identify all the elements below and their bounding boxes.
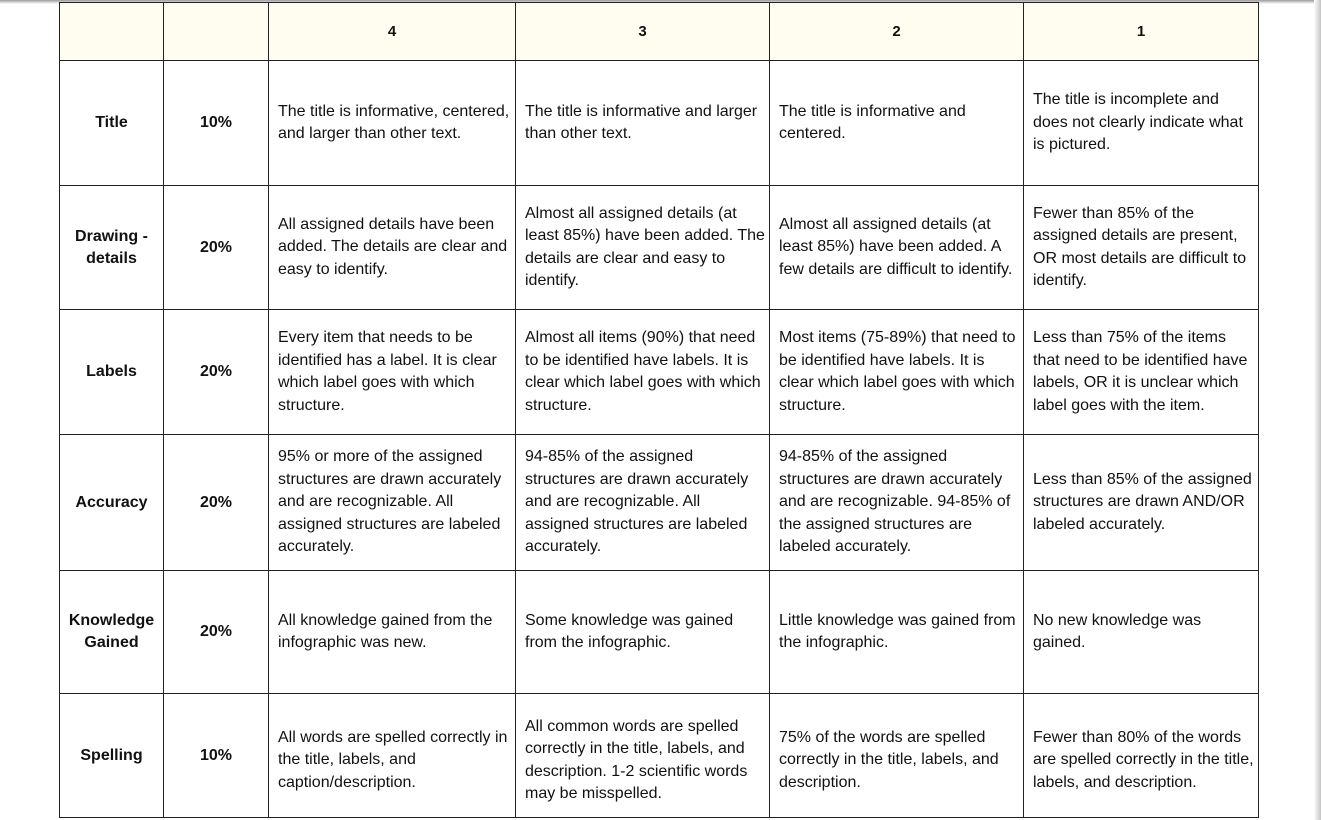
criterion-label: Spelling — [60, 694, 164, 818]
header-level-1: 1 — [1024, 3, 1259, 61]
descriptor-level-1: Fewer than 80% of the words are spelled correctly in the title, labels, and description. — [1024, 694, 1259, 818]
descriptor-level-4: All words are spelled correctly in the title, labels, and caption/description. — [269, 694, 516, 818]
header-criterion-cell — [60, 3, 164, 61]
header-row — [60, 3, 1259, 61]
descriptor-level-4: All assigned details have been added. The details are clear and easy to identify. — [269, 186, 516, 310]
descriptor-level-2: 94-85% of the assigned structures are drawn accurately and are recognizable. 94-85% of the assigned structures are labeled accurately. — [770, 435, 1024, 571]
descriptor-level-4: The title is informative, centered, and larger than other text. — [269, 61, 516, 186]
descriptor-level-2: Little knowledge was gained from the infographic. — [770, 571, 1024, 694]
descriptor-level-1: The title is incomplete and does not clearly indicate what is pictured. — [1024, 61, 1259, 186]
rubric-table — [59, 2, 1259, 818]
descriptor-level-3: Almost all items (90%) that need to be identified have labels. It is clear which label goes with which structure. — [516, 310, 770, 435]
criterion-weight: 20% — [164, 310, 269, 435]
rubric-row-drawing-details — [60, 186, 1259, 310]
descriptor-level-4: All knowledge gained from the infographic was new. — [269, 571, 516, 694]
criterion-weight: 10% — [164, 694, 269, 818]
rubric-row-accuracy — [60, 435, 1259, 571]
descriptor-level-1: Less than 75% of the items that need to be identified have labels, OR it is unclear which label goes with the item. — [1024, 310, 1259, 435]
header-level-4: 4 — [269, 3, 516, 61]
criterion-label: Knowledge Gained — [60, 571, 164, 694]
rubric-row-knowledge-gained — [60, 571, 1259, 694]
criterion-weight: 10% — [164, 61, 269, 186]
rubric-row-title — [60, 61, 1259, 186]
descriptor-level-3: Some knowledge was gained from the infographic. — [516, 571, 770, 694]
criterion-weight: 20% — [164, 435, 269, 571]
criterion-label: Labels — [60, 310, 164, 435]
descriptor-level-3: The title is informative and larger than other text. — [516, 61, 770, 186]
descriptor-level-2: Almost all assigned details (at least 85%) have been added. A few details are difficult to identify. — [770, 186, 1024, 310]
descriptor-level-4: Every item that needs to be identified has a label. It is clear which label goes with which structure. — [269, 310, 516, 435]
descriptor-level-1: Fewer than 85% of the assigned details are present, OR most details are difficult to identify. — [1024, 186, 1259, 310]
descriptor-level-3: All common words are spelled correctly in the title, labels, and description. 1-2 scientific words may be misspelled. — [516, 694, 770, 818]
header-level-2: 2 — [770, 3, 1024, 61]
descriptor-level-3: Almost all assigned details (at least 85%) have been added. The details are clear and easy to identify. — [516, 186, 770, 310]
descriptor-level-2: Most items (75-89%) that need to be identified have labels. It is clear which label goes with which structure. — [770, 310, 1024, 435]
header-level-3: 3 — [516, 3, 770, 61]
criterion-weight: 20% — [164, 186, 269, 310]
criterion-label: Accuracy — [60, 435, 164, 571]
descriptor-level-1: No new knowledge was gained. — [1024, 571, 1259, 694]
header-weight-cell — [164, 3, 269, 61]
descriptor-level-1: Less than 85% of the assigned structures are drawn AND/OR labeled accurately. — [1024, 435, 1259, 571]
rubric-row-spelling — [60, 694, 1259, 818]
criterion-weight: 20% — [164, 571, 269, 694]
page-right-shadow — [1314, 0, 1321, 820]
descriptor-level-2: 75% of the words are spelled correctly in the title, labels, and description. — [770, 694, 1024, 818]
criterion-label: Drawing - details — [60, 186, 164, 310]
descriptor-level-4: 95% or more of the assigned structures are drawn accurately and are recognizable. All assigned structures are labeled accurately. — [269, 435, 516, 571]
criterion-label: Title — [60, 61, 164, 186]
descriptor-level-2: The title is informative and centered. — [770, 61, 1024, 186]
rubric-row-labels — [60, 310, 1259, 435]
descriptor-level-3: 94-85% of the assigned structures are drawn accurately and are recognizable. All assigned structures are labeled accurately. — [516, 435, 770, 571]
